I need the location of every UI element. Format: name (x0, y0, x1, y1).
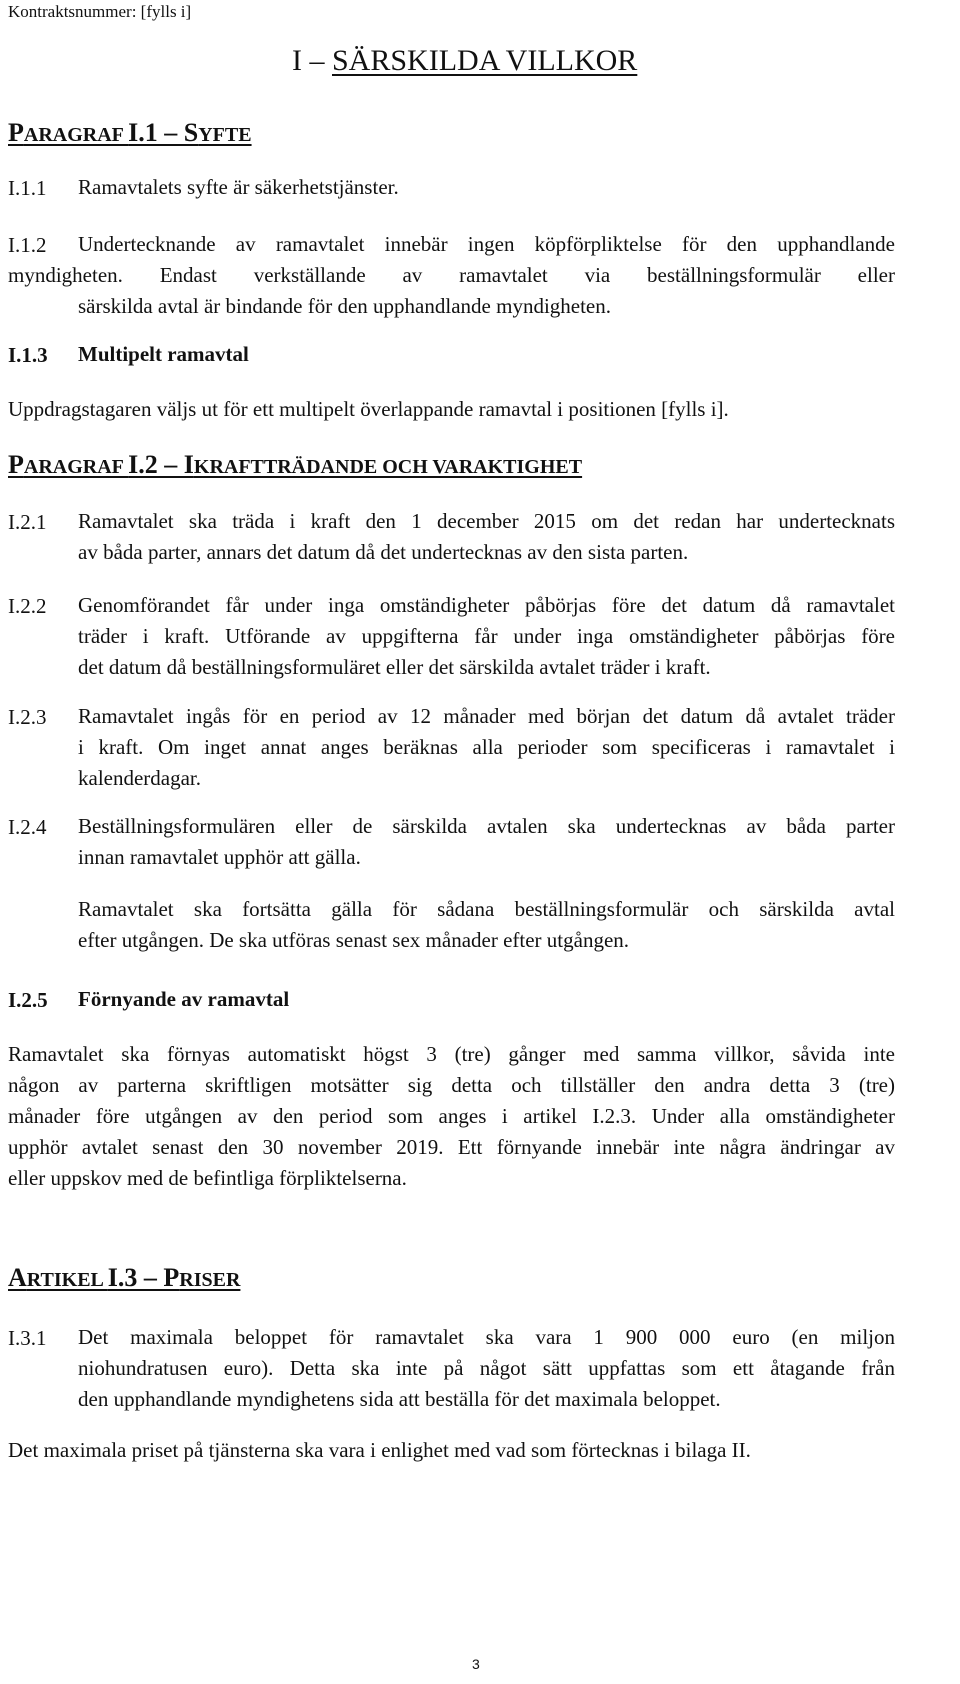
clause-body (78, 590, 895, 683)
clause-body (8, 1039, 895, 1194)
clause-line: i kraft. Om inget annat anges beräknas alla perioder som specificeras i ramavtalet i (78, 735, 895, 759)
contract-number-header: Kontraktsnummer: [fylls i] (8, 2, 192, 21)
clause-text: Uppdragstagaren väljs ut för ett multipelt överlappande ramavtal i positionen [fylls i]. (8, 397, 729, 421)
clause-title: Förnyande av ramavtal (78, 987, 290, 1011)
clause-number: I.2.1 (8, 510, 47, 534)
clause-number: I.1.3 (8, 343, 48, 367)
clause-line: av båda parter, annars det datum då det undertecknas av den sista parten. (78, 540, 689, 564)
section-heading-i2: PARAGRAF I.2 – IKRAFTTRÄDANDE OCH VARAKTIGHET (8, 450, 583, 479)
clause-line: Det maximala beloppet för ramavtalet ska vara 1 900 000 euro (en miljon (78, 1325, 895, 1349)
clause-number: I.2.4 (8, 815, 47, 839)
clause-line: kalenderdagar. (78, 766, 202, 790)
clause-body (78, 701, 895, 794)
clause-line: Ramavtalet ska träda i kraft den 1 december 2015 om det redan har undertecknats (78, 509, 895, 533)
clause-line: myndigheten. Endast verkställande av ramavtalet via beställningsformulär eller (8, 263, 895, 287)
clause-body (78, 229, 895, 260)
clause-number: I.1.1 (8, 176, 47, 200)
clause-line: månader före utgången av den period som anges i artikel I.2.3. Under alla omständigheter (8, 1104, 895, 1128)
clause-line: träder i kraft. Utförande av uppgifterna får under inga omständigheter påbörjas före (78, 624, 895, 648)
clause-body (78, 894, 895, 956)
clause-line: Ramavtalet ska fortsätta gälla för sådana beställningsformulär och särskilda avtal (78, 897, 895, 921)
clause-line: särskilda avtal är bindande för den upphandlande myndigheten. (78, 294, 611, 318)
clause-line: upphör avtalet senast den 30 november 2019. Ett förnyande innebär inte några ändringar av (8, 1135, 895, 1159)
clause-line: Undertecknande av ramavtalet innebär ingen köpförpliktelse för den upphandlande (78, 232, 895, 256)
clause-number: I.2.3 (8, 705, 47, 729)
clause-line: niohundratusen euro). Detta ska inte på något sätt uppfattas som ett åtagande från (78, 1356, 895, 1380)
clause-number: I.2.5 (8, 988, 48, 1012)
title-roman: I – (292, 44, 332, 77)
clause-line: Ramavtalet ingås för en period av 12 månader med början det datum då avtalet träder (78, 704, 895, 728)
clause-text: Ramavtalets syfte är säkerhetstjänster. (78, 175, 399, 199)
clause-line: Beställningsformulären eller de särskilda avtalen ska undertecknas av båda parter (78, 814, 895, 838)
clause-line: efter utgången. De ska utföras senast sex månader efter utgången. (78, 928, 630, 952)
clause-line: eller uppskov med de befintliga förpliktelserna. (8, 1166, 407, 1190)
clause-number: I.1.2 (8, 233, 47, 257)
clause-body (78, 811, 895, 873)
clause-body-cont (8, 260, 895, 291)
closing-text: Det maximala priset på tjänsterna ska vara i enlighet med vad som förtecknas i bilaga II. (8, 1438, 751, 1462)
clause-body (78, 506, 895, 568)
clause-line: någon av parterna skriftligen motsätter sig detta och tillställer den andra detta 3 (tre) (8, 1073, 895, 1097)
clause-line: den upphandlande myndighetens sida att beställa för det maximala beloppet. (78, 1387, 721, 1411)
title-text: SÄRSKILDA VILLKOR (332, 44, 638, 77)
clause-line: det datum då beställningsformuläret eller det särskilda avtalet träder i kraft. (78, 655, 711, 679)
section-heading-i1: PARAGRAF I.1 – SYFTE (8, 118, 252, 147)
section-heading-i3: ARTIKEL I.3 – PRISER (8, 1263, 241, 1292)
clause-title: Multipelt ramavtal (78, 342, 249, 366)
document-title (292, 44, 637, 78)
page-number: 3 (472, 1656, 480, 1672)
clause-line: Genomförandet får under inga omständigheter påbörjas före det datum då ramavtalet (78, 593, 895, 617)
clause-body (78, 1322, 895, 1415)
clause-line: innan ramavtalet upphör att gälla. (78, 845, 361, 869)
clause-number: I.2.2 (8, 594, 47, 618)
clause-line: Ramavtalet ska förnyas automatiskt högst 3 (tre) gånger med samma villkor, såvida inte (8, 1042, 895, 1066)
clause-number: I.3.1 (8, 1326, 47, 1350)
